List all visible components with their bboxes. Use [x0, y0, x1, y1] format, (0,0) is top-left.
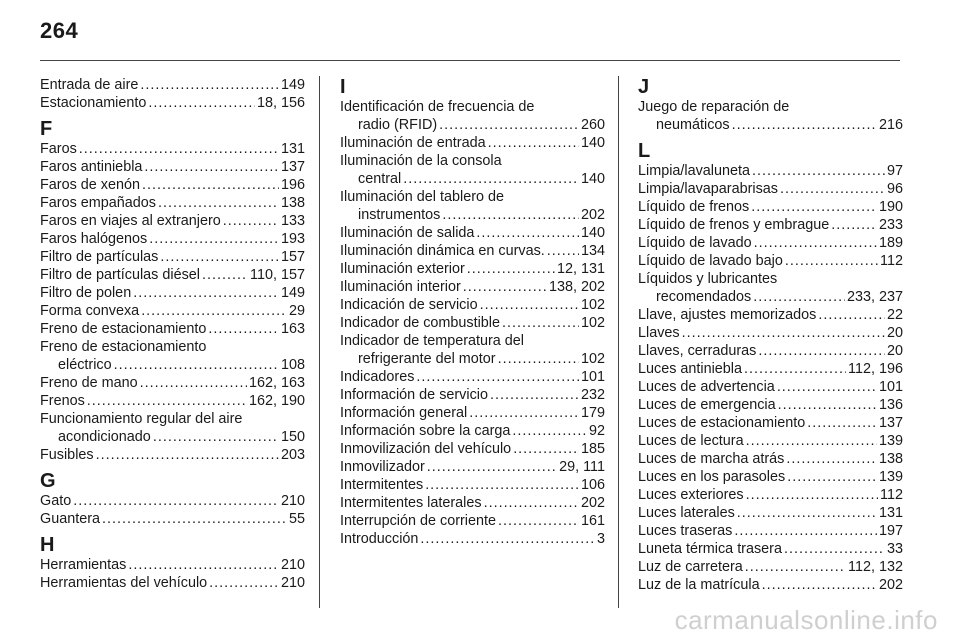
- entry-term: Iluminación de la consola: [340, 153, 502, 169]
- index-entry: [638, 522, 903, 540]
- entry-term: Filtro de partículas diésel: [40, 267, 200, 283]
- dot-leader: [158, 194, 279, 212]
- entry-term: Interrupción de corriente: [340, 513, 496, 529]
- index-entry: [40, 248, 305, 266]
- entry-term: Iluminación interior: [340, 279, 461, 295]
- entry-term: Luces en los parasoles: [638, 469, 786, 485]
- dot-leader: [128, 556, 279, 574]
- entry-term-continued: refrigerante del motor: [358, 351, 496, 367]
- entry-term: Indicadores: [340, 369, 415, 385]
- entry-pages: 202: [580, 207, 605, 223]
- entry-term: Fusibles: [40, 447, 94, 463]
- entry-pages: 233, 237: [846, 289, 903, 305]
- entry-pages: 210: [280, 493, 305, 509]
- entry-term: Entrada de aire: [40, 77, 139, 93]
- section-letter: G: [40, 470, 56, 492]
- index-entry: [40, 392, 305, 410]
- index-entry: [638, 252, 903, 270]
- entry-pages: 55: [288, 511, 305, 527]
- entry-pages: 133: [280, 213, 305, 229]
- entry-term: Intermitentes: [340, 477, 424, 493]
- index-entry: [340, 152, 605, 188]
- entry-pages: 138: [878, 451, 903, 467]
- dot-leader: [513, 440, 579, 458]
- entry-pages: 96: [886, 181, 903, 197]
- dot-leader: [427, 458, 557, 476]
- index-entry: [340, 314, 605, 332]
- entry-pages: 112: [880, 253, 903, 269]
- index-entry: [638, 450, 903, 468]
- entry-term: Llave, ajustes memorizados: [638, 307, 817, 323]
- dot-leader: [153, 428, 279, 446]
- index-entry: [40, 94, 305, 112]
- index-entry: [40, 410, 305, 446]
- dot-leader: [144, 158, 279, 176]
- dot-leader: [778, 396, 877, 414]
- section-letter: J: [638, 76, 650, 98]
- entry-pages: 102: [580, 351, 605, 367]
- entry-pages: 102: [580, 315, 605, 331]
- index-entry: [340, 494, 605, 512]
- index-entry: [638, 324, 903, 342]
- index-entry: [638, 198, 903, 216]
- section-letter: F: [40, 118, 53, 140]
- entry-term-continued: instrumentos: [358, 207, 441, 223]
- entry-term: Frenos: [40, 393, 85, 409]
- entry-pages: 196: [280, 177, 305, 193]
- dot-leader: [223, 212, 279, 230]
- entry-term: Guantera: [40, 511, 101, 527]
- index-entry: [340, 422, 605, 440]
- entry-pages: 33: [886, 541, 903, 557]
- entry-term: Freno de estacionamiento: [40, 321, 207, 337]
- entry-term: Luces de estacionamiento: [638, 415, 806, 431]
- index-entry: [340, 404, 605, 422]
- entry-term: Líquido de frenos: [638, 199, 750, 215]
- dot-leader: [209, 574, 279, 592]
- index-entry: [40, 556, 305, 574]
- entry-pages: 189: [878, 235, 903, 251]
- entry-pages: 216: [878, 117, 903, 133]
- dot-leader: [786, 450, 877, 468]
- entry-term: Inmovilización del vehículo: [340, 441, 512, 457]
- entry-term: Líquido de frenos y embrague: [638, 217, 830, 233]
- index-entry: [40, 374, 305, 392]
- entry-term: Información general: [340, 405, 468, 421]
- entry-pages: 140: [580, 225, 605, 241]
- index-entry: [340, 512, 605, 530]
- entry-pages: 12, 131: [556, 261, 605, 277]
- entry-pages: 131: [280, 141, 305, 157]
- index-column-1: [40, 76, 305, 592]
- entry-pages: 29, 111: [559, 459, 605, 475]
- entry-pages: 106: [580, 477, 605, 493]
- dot-leader: [498, 350, 579, 368]
- index-entry: [340, 386, 605, 404]
- index-entry: [40, 320, 305, 338]
- index-entry: [40, 284, 305, 302]
- index-entry: [340, 368, 605, 386]
- section-letter: I: [340, 76, 346, 98]
- entry-term: Luces de marcha atrás: [638, 451, 785, 467]
- entry-pages: 233: [878, 217, 903, 233]
- column-divider: [618, 76, 619, 608]
- index-entry: [40, 492, 305, 510]
- entry-pages: 18, 156: [256, 95, 305, 111]
- entry-term: Filtro de polen: [40, 285, 132, 301]
- entry-term-continued: acondicionado: [58, 429, 151, 445]
- index-entry: [638, 468, 903, 486]
- entry-pages: 202: [878, 577, 903, 593]
- dot-leader: [480, 296, 579, 314]
- entry-pages: 20: [886, 343, 903, 359]
- index-entry: [40, 446, 305, 464]
- dot-leader: [682, 324, 885, 342]
- dot-leader: [745, 558, 846, 576]
- dot-leader: [732, 116, 877, 134]
- dot-leader: [96, 446, 279, 464]
- index-entry: [40, 158, 305, 176]
- dot-leader: [420, 530, 595, 548]
- entry-term: Intermitentes laterales: [340, 495, 482, 511]
- entry-term: Líquido de lavado bajo: [638, 253, 783, 269]
- entry-pages: 210: [280, 575, 305, 591]
- watermark: carmanualsonline.info: [674, 605, 938, 635]
- dot-leader: [114, 356, 279, 374]
- entry-pages: 179: [580, 405, 605, 421]
- index-entry: [40, 510, 305, 528]
- section-letter: L: [638, 140, 651, 162]
- entry-term: Introducción: [340, 531, 419, 547]
- entry-term: Iluminación de salida: [340, 225, 475, 241]
- entry-term-continued: neumáticos: [656, 117, 730, 133]
- entry-term: Identificación de frecuencia de: [340, 99, 535, 115]
- entry-pages: 108: [280, 357, 305, 373]
- index-column-2: [340, 76, 605, 548]
- entry-term: Información de servicio: [340, 387, 488, 403]
- dot-leader: [160, 248, 279, 266]
- index-entry: [638, 576, 903, 594]
- entry-term: Luz de carretera: [638, 559, 743, 575]
- index-entry: [340, 224, 605, 242]
- index-entry: [638, 234, 903, 252]
- entry-term: Freno de estacionamiento: [40, 339, 207, 355]
- dot-leader: [140, 76, 279, 94]
- dot-leader: [202, 266, 248, 284]
- entry-term: Luces antiniebla: [638, 361, 743, 377]
- index-entry: [638, 360, 903, 378]
- dot-leader: [476, 224, 579, 242]
- index-entry: [340, 98, 605, 134]
- entry-pages: 197: [878, 523, 903, 539]
- dot-leader: [403, 170, 579, 188]
- entry-term: Luz de la matrícula: [638, 577, 760, 593]
- index-entry: [340, 476, 605, 494]
- index-entry: [638, 396, 903, 414]
- entry-pages: 138: [280, 195, 305, 211]
- dot-leader: [785, 252, 878, 270]
- entry-term: Luces de lectura: [638, 433, 744, 449]
- dot-leader: [744, 360, 846, 378]
- entry-pages: 185: [580, 441, 605, 457]
- dot-leader: [488, 134, 579, 152]
- dot-leader: [467, 260, 555, 278]
- entry-pages: 260: [580, 117, 605, 133]
- entry-pages: 137: [878, 415, 903, 431]
- section-letter: H: [40, 534, 55, 556]
- entry-term: Iluminación exterior: [340, 261, 465, 277]
- entry-pages: 139: [878, 433, 903, 449]
- dot-leader: [149, 230, 279, 248]
- entry-pages: 92: [588, 423, 605, 439]
- entry-term: Herramientas del vehículo: [40, 575, 208, 591]
- index-entry: [638, 216, 903, 234]
- entry-term: Iluminación dinámica en curvas.: [340, 243, 545, 259]
- dot-leader: [484, 494, 579, 512]
- entry-term-continued: radio (RFID): [358, 117, 438, 133]
- entry-term: Faros halógenos: [40, 231, 148, 247]
- entry-term: Luces de emergencia: [638, 397, 776, 413]
- dot-leader: [73, 492, 279, 510]
- entry-term: Juego de reparación de: [638, 99, 790, 115]
- index-entry: [40, 302, 305, 320]
- index-entry: [638, 342, 903, 360]
- dot-leader: [142, 176, 279, 194]
- dot-leader: [439, 116, 579, 134]
- entry-pages: 149: [280, 285, 305, 301]
- dot-leader: [754, 234, 877, 252]
- entry-pages: 162, 190: [248, 393, 305, 409]
- entry-pages: 150: [280, 429, 305, 445]
- entry-term: Información sobre la carga: [340, 423, 511, 439]
- entry-pages: 202: [580, 495, 605, 511]
- index-entry: [40, 76, 305, 94]
- dot-leader: [463, 278, 547, 296]
- dot-leader: [746, 432, 877, 450]
- dot-leader: [502, 314, 579, 332]
- index-entry: [638, 504, 903, 522]
- entry-term: Líquidos y lubricantes: [638, 271, 778, 287]
- entry-pages: 232: [580, 387, 605, 403]
- index-column-3: [638, 76, 903, 594]
- column-divider: [319, 76, 320, 608]
- index-entry: [340, 188, 605, 224]
- dot-leader: [777, 378, 877, 396]
- entry-term: Faros empañados: [40, 195, 156, 211]
- entry-pages: 203: [280, 447, 305, 463]
- index-entry: [340, 278, 605, 296]
- entry-term: Funcionamiento regular del aire: [40, 411, 243, 427]
- entry-pages: 29: [288, 303, 305, 319]
- entry-term: Inmovilizador: [340, 459, 425, 475]
- entry-term: Líquido de lavado: [638, 235, 752, 251]
- dot-leader: [787, 468, 877, 486]
- entry-pages: 110, 157: [250, 267, 305, 283]
- entry-pages: 97: [886, 163, 903, 179]
- entry-term: Forma convexa: [40, 303, 140, 319]
- entry-term: Freno de mano: [40, 375, 138, 391]
- dot-leader: [87, 392, 247, 410]
- entry-pages: 3: [596, 531, 605, 547]
- dot-leader: [490, 386, 579, 404]
- entry-pages: 138, 202: [548, 279, 605, 295]
- entry-term-continued: eléctrico: [58, 357, 112, 373]
- entry-term: Gato: [40, 493, 72, 509]
- index-entry: [340, 440, 605, 458]
- index-entry: [340, 134, 605, 152]
- dot-leader: [133, 284, 279, 302]
- entry-pages: 101: [878, 379, 903, 395]
- dot-leader: [425, 476, 579, 494]
- entry-term: Faros antiniebla: [40, 159, 143, 175]
- entry-pages: 136: [878, 397, 903, 413]
- entry-pages: 162, 163: [248, 375, 305, 391]
- dot-leader: [547, 242, 579, 260]
- index-entry: [40, 574, 305, 592]
- index-entry: [638, 270, 903, 306]
- entry-pages: 134: [580, 243, 605, 259]
- dot-leader: [831, 216, 877, 234]
- entry-pages: 101: [580, 369, 605, 385]
- dot-leader: [79, 140, 279, 158]
- entry-term: Limpia/lavaluneta: [638, 163, 750, 179]
- entry-term: Luces exteriores: [638, 487, 744, 503]
- index-entry: [638, 98, 903, 134]
- entry-pages: 190: [878, 199, 903, 215]
- dot-leader: [416, 368, 579, 386]
- entry-term: Luneta térmica trasera: [638, 541, 782, 557]
- header-rule: [40, 60, 900, 61]
- entry-term: Filtro de partículas: [40, 249, 159, 265]
- index-entry: [638, 540, 903, 558]
- index-entry: [638, 432, 903, 450]
- index-entry: [638, 306, 903, 324]
- dot-leader: [818, 306, 885, 324]
- entry-pages: 112, 132: [848, 559, 903, 575]
- dot-leader: [141, 302, 287, 320]
- page-number: 264: [40, 18, 79, 43]
- index-entry: [340, 296, 605, 314]
- index-entry: [638, 558, 903, 576]
- dot-leader: [140, 374, 247, 392]
- entry-pages: 139: [878, 469, 903, 485]
- dot-leader: [512, 422, 587, 440]
- entry-pages: 20: [886, 325, 903, 341]
- entry-pages: 149: [280, 77, 305, 93]
- index-entry: [340, 332, 605, 368]
- entry-term: Indicador de combustible: [340, 315, 500, 331]
- entry-term: Luces laterales: [638, 505, 735, 521]
- entry-term: Limpia/lavaparabrisas: [638, 181, 778, 197]
- entry-pages: 140: [580, 171, 605, 187]
- entry-pages: 131: [878, 505, 903, 521]
- entry-term: Faros de xenón: [40, 177, 140, 193]
- dot-leader: [469, 404, 579, 422]
- entry-term: Faros en viajes al extranjero: [40, 213, 221, 229]
- index-entry: [638, 180, 903, 198]
- entry-pages: 193: [280, 231, 305, 247]
- entry-term: Herramientas: [40, 557, 127, 573]
- entry-pages: 112, 196: [848, 361, 903, 377]
- entry-term-continued: recomendados: [656, 289, 752, 305]
- entry-term: Llaves: [638, 325, 680, 341]
- index-entry: [40, 176, 305, 194]
- index-entry: [638, 414, 903, 432]
- index-entry: [340, 530, 605, 548]
- dot-leader: [780, 180, 885, 198]
- index-entry: [40, 266, 305, 284]
- entry-term-continued: central: [358, 171, 402, 187]
- entry-pages: 157: [280, 249, 305, 265]
- entry-term: Luces traseras: [638, 523, 733, 539]
- index-entry: [638, 162, 903, 180]
- dot-leader: [762, 576, 877, 594]
- index-entry: [40, 230, 305, 248]
- dot-leader: [746, 486, 878, 504]
- index-entry: [638, 486, 903, 504]
- entry-pages: 161: [580, 513, 605, 529]
- entry-term: Iluminación de entrada: [340, 135, 486, 151]
- entry-pages: 163: [280, 321, 305, 337]
- dot-leader: [751, 198, 877, 216]
- index-entry: [340, 458, 605, 476]
- index-entry: [40, 140, 305, 158]
- entry-term: Llaves, cerraduras: [638, 343, 757, 359]
- dot-leader: [753, 288, 845, 306]
- index-entry: [638, 378, 903, 396]
- entry-term: Iluminación del tablero de: [340, 189, 504, 205]
- entry-pages: 210: [280, 557, 305, 573]
- dot-leader: [148, 94, 255, 112]
- index-entry: [340, 260, 605, 278]
- entry-pages: 112: [880, 487, 903, 503]
- dot-leader: [758, 342, 885, 360]
- index-entry: [40, 338, 305, 374]
- entry-term: Luces de advertencia: [638, 379, 775, 395]
- dot-leader: [208, 320, 279, 338]
- dot-leader: [102, 510, 287, 528]
- entry-term: Indicación de servicio: [340, 297, 478, 313]
- entry-term: Indicador de temperatura del: [340, 333, 524, 349]
- dot-leader: [807, 414, 877, 432]
- index-entry: [340, 242, 605, 260]
- dot-leader: [784, 540, 885, 558]
- dot-leader: [498, 512, 579, 530]
- entry-pages: 102: [580, 297, 605, 313]
- entry-term: Faros: [40, 141, 77, 157]
- index-entry: [40, 212, 305, 230]
- entry-pages: 22: [886, 307, 903, 323]
- entry-pages: 140: [580, 135, 605, 151]
- entry-term: Estacionamiento: [40, 95, 147, 111]
- dot-leader: [734, 522, 877, 540]
- dot-leader: [442, 206, 579, 224]
- dot-leader: [752, 162, 885, 180]
- index-entry: [40, 194, 305, 212]
- entry-pages: 137: [280, 159, 305, 175]
- dot-leader: [737, 504, 877, 522]
